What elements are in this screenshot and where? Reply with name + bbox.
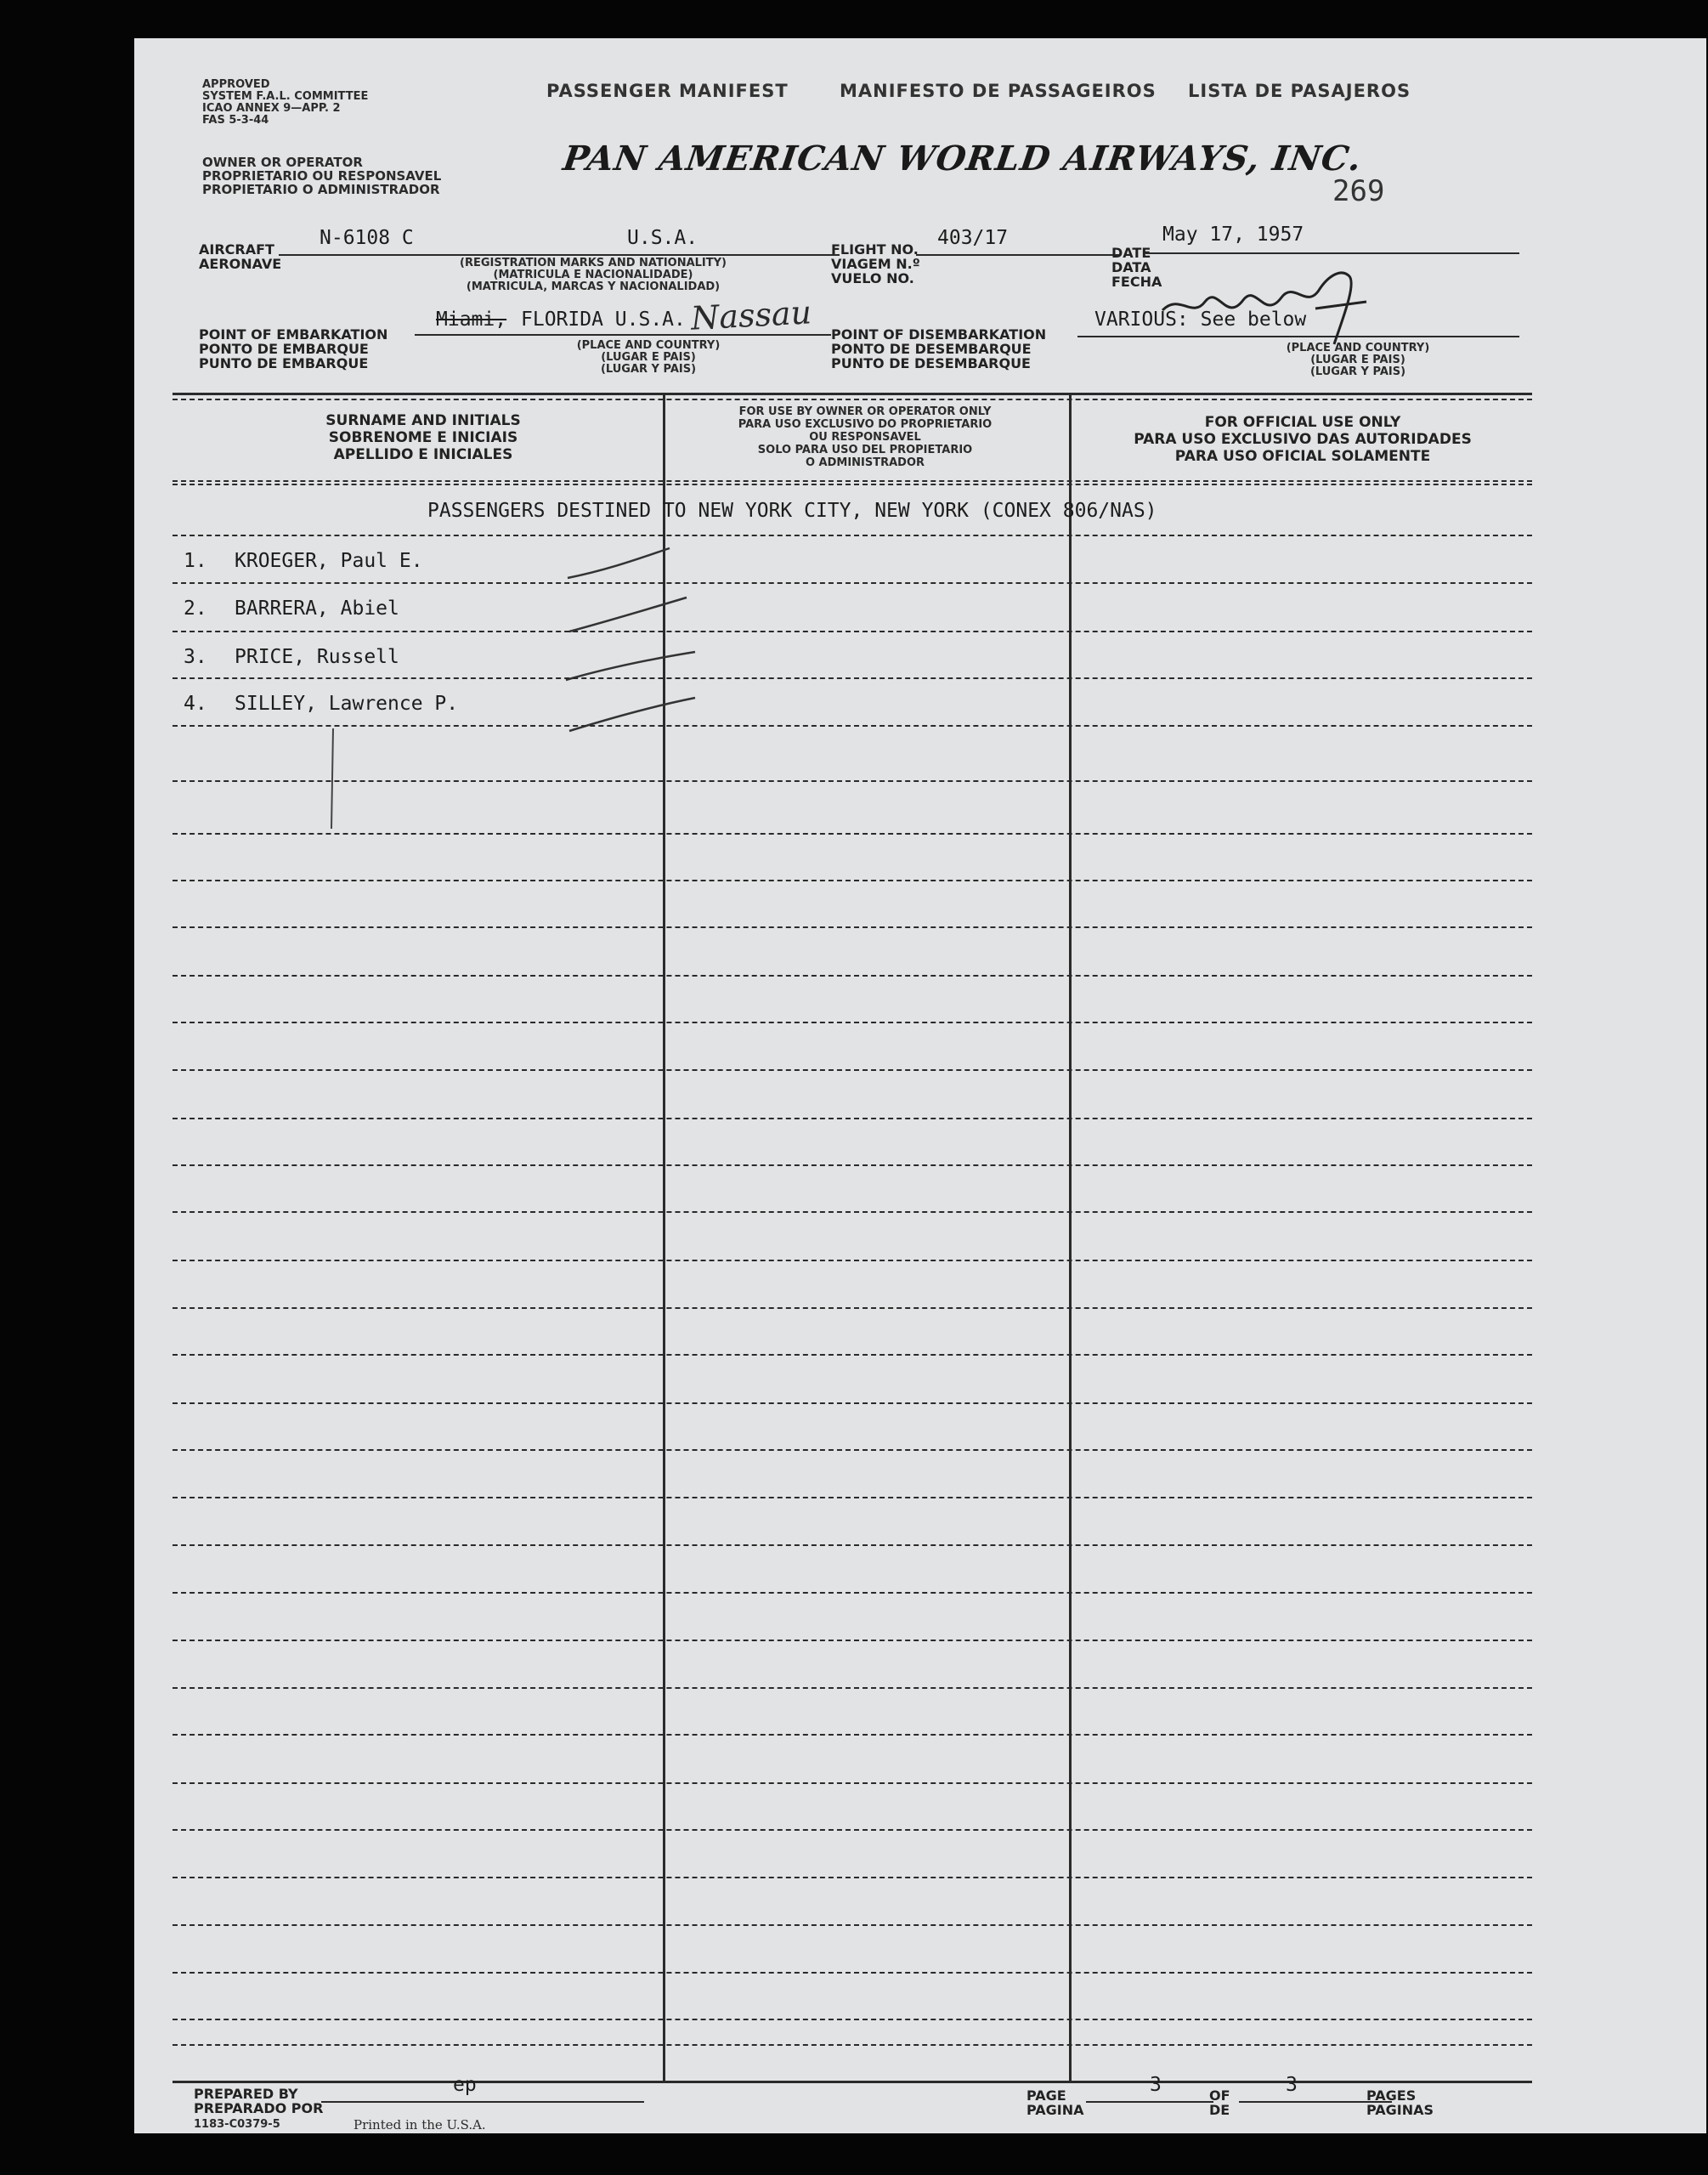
airline-name: PAN AMERICAN WORLD AIRWAYS, INC. bbox=[560, 139, 1365, 178]
date-label: DATE DATA FECHA bbox=[1111, 245, 1162, 290]
passenger-num: 1. bbox=[184, 550, 207, 572]
ruling-line bbox=[172, 1211, 1532, 1213]
ruling-line bbox=[172, 631, 1532, 632]
ruling-line bbox=[172, 1687, 1532, 1689]
ruling-line bbox=[172, 677, 1532, 679]
owner-label: OWNER OR OPERATOR PROPRIETARIO OU RESPONSAVEL PROPIETARIO O ADMINISTRADOR bbox=[202, 155, 442, 197]
page-underline bbox=[1086, 2101, 1213, 2103]
ruling-line bbox=[172, 1640, 1532, 1641]
passenger-name: KROEGER, Paul E. bbox=[235, 550, 423, 572]
disembarkation-value: VARIOUS: See below bbox=[1094, 309, 1307, 331]
passenger-num: 4. bbox=[184, 693, 207, 715]
ruling-line bbox=[172, 1829, 1532, 1831]
table-top-border-2 bbox=[172, 399, 1532, 400]
ruling-line bbox=[172, 480, 1532, 482]
ruling-line bbox=[172, 1592, 1532, 1594]
prepared-value: ep bbox=[453, 2074, 477, 2096]
of-label: OF DE bbox=[1209, 2087, 1230, 2118]
table-bottom-border bbox=[172, 2081, 1532, 2083]
passenger-name: SILLEY, Lawrence P. bbox=[235, 693, 459, 715]
ruling-line bbox=[172, 1402, 1532, 1404]
aircraft-label: AIRCRAFT AERONAVE bbox=[199, 241, 282, 272]
ruling-line bbox=[172, 1307, 1532, 1309]
embarkation-handwritten: Nassau bbox=[689, 293, 813, 337]
pen-stroke bbox=[321, 728, 347, 830]
approval-line: ICAO ANNEX 9—APP. 2 bbox=[202, 102, 341, 115]
approval-line: FAS 5-3-44 bbox=[202, 114, 269, 127]
passenger-num: 2. bbox=[184, 598, 207, 620]
pages-label: PAGES PAGINAS bbox=[1366, 2087, 1434, 2118]
ruling-line bbox=[172, 1164, 1532, 1166]
passenger-num: 3. bbox=[184, 646, 207, 668]
destination-note: PASSENGERS DESTINED TO NEW YORK CITY, NEW YORK (CONEX 806/NAS) bbox=[427, 500, 1157, 522]
date-value: May 17, 1957 bbox=[1162, 224, 1304, 246]
page-label: PAGE PAGINA bbox=[1026, 2087, 1084, 2118]
ruling-line bbox=[172, 1497, 1532, 1498]
ruling-line bbox=[172, 2019, 1532, 2020]
flight-underline bbox=[916, 254, 1120, 256]
ruling-line bbox=[172, 1449, 1532, 1451]
ruling-line bbox=[172, 833, 1532, 835]
ruling-line bbox=[172, 1924, 1532, 1926]
ruling-line bbox=[172, 535, 1532, 536]
column-header-owner: FOR USE BY OWNER OR OPERATOR ONLY PARA USO EXCLUSIVO DO PROPRIETARIO OU RESPONSAVEL SOLO PARA USO DEL PROPIETARIO O ADMINISTRADOR bbox=[738, 405, 993, 469]
passenger-name: PRICE, Russell bbox=[235, 646, 399, 668]
embarkation-value: FLORIDA U.S.A. bbox=[521, 309, 686, 331]
ruling-line bbox=[172, 484, 1532, 485]
table-top-border bbox=[172, 393, 1532, 395]
flight-number: 403/17 bbox=[937, 227, 1009, 249]
passenger-name: BARRERA, Abiel bbox=[235, 598, 399, 620]
prepared-label: PREPARED BY PREPARADO POR bbox=[194, 2086, 324, 2116]
title-spanish: LISTA DE PASAJEROS bbox=[1188, 81, 1411, 101]
ruling-line bbox=[172, 1069, 1532, 1071]
ruling-line bbox=[172, 1260, 1532, 1261]
flight-label: FLIGHT NO. VIAGEM N.º VUELO NO. bbox=[831, 241, 920, 286]
ruling-line bbox=[172, 975, 1532, 977]
embarkation-underline bbox=[415, 334, 831, 336]
aircraft-underline bbox=[279, 254, 840, 256]
approval-block bbox=[202, 79, 368, 127]
ruling-line bbox=[172, 1734, 1532, 1736]
ruling-line bbox=[172, 1782, 1532, 1784]
title-portuguese: MANIFESTO DE PASSAGEIROS bbox=[840, 81, 1157, 101]
ruling-line bbox=[172, 1354, 1532, 1356]
ruling-line bbox=[172, 2044, 1532, 2046]
disembarkation-label: POINT OF DISEMBARKATION PONTO DE DESEMBARQUE PUNTO DE DESEMBARQUE bbox=[831, 326, 1047, 371]
ruling-line bbox=[172, 1972, 1532, 1974]
aircraft-nationality: U.S.A. bbox=[627, 227, 698, 249]
page-number: 269 bbox=[1332, 174, 1385, 208]
title-english: PASSENGER MANIFEST bbox=[546, 81, 789, 101]
printed-note: Printed in the U.S.A. bbox=[353, 2117, 486, 2133]
embarkation-caption: (PLACE AND COUNTRY) (LUGAR E PAIS) (LUGAR Y PAIS) bbox=[576, 339, 721, 376]
embarkation-struck: Miami, bbox=[436, 309, 507, 331]
embarkation-label: POINT OF EMBARKATION PONTO DE EMBARQUE PUNTO DE EMBARQUE bbox=[199, 326, 388, 371]
date-underline bbox=[1145, 252, 1519, 254]
form-number: 1183-C0379-5 bbox=[194, 2118, 280, 2131]
ruling-line bbox=[172, 880, 1532, 881]
approval-line: SYSTEM F.A.L. COMMITTEE bbox=[202, 90, 369, 103]
pen-check-marks bbox=[559, 540, 780, 752]
handwritten-initials bbox=[1145, 259, 1392, 361]
aircraft-registration: N-6108 C bbox=[320, 227, 414, 249]
prepared-underline bbox=[321, 2101, 644, 2103]
column-header-surname: SURNAME AND INITIALS SOBRENOME E INICIAIS APELLIDO E INICIALES bbox=[325, 412, 521, 463]
aircraft-caption: (REGISTRATION MARKS AND NATIONALITY) (MATRICULA E NACIONALIDADE) (MATRICULA, MARCAS Y NACIONALIDAD) bbox=[460, 257, 727, 293]
ruling-line bbox=[172, 1118, 1532, 1119]
manifest-sheet bbox=[134, 38, 1706, 2133]
of-value: 3 bbox=[1286, 2074, 1298, 2096]
ruling-line bbox=[172, 725, 1532, 727]
ruling-line bbox=[172, 582, 1532, 584]
approval-line: APPROVED bbox=[202, 78, 270, 91]
disembarkation-caption: (PLACE AND COUNTRY) (LUGAR E PAIS) (LUGAR Y PAIS) bbox=[1286, 342, 1430, 378]
ruling-line bbox=[172, 780, 1532, 782]
page-value: 3 bbox=[1150, 2074, 1162, 2096]
column-header-official: FOR OFFICIAL USE ONLY PARA USO EXCLUSIVO DAS AUTORIDADES PARA USO OFICIAL SOLAMENTE bbox=[1134, 414, 1472, 465]
ruling-line bbox=[172, 1022, 1532, 1023]
ruling-line bbox=[172, 926, 1532, 928]
ruling-line bbox=[172, 1544, 1532, 1546]
ruling-line bbox=[172, 1877, 1532, 1878]
